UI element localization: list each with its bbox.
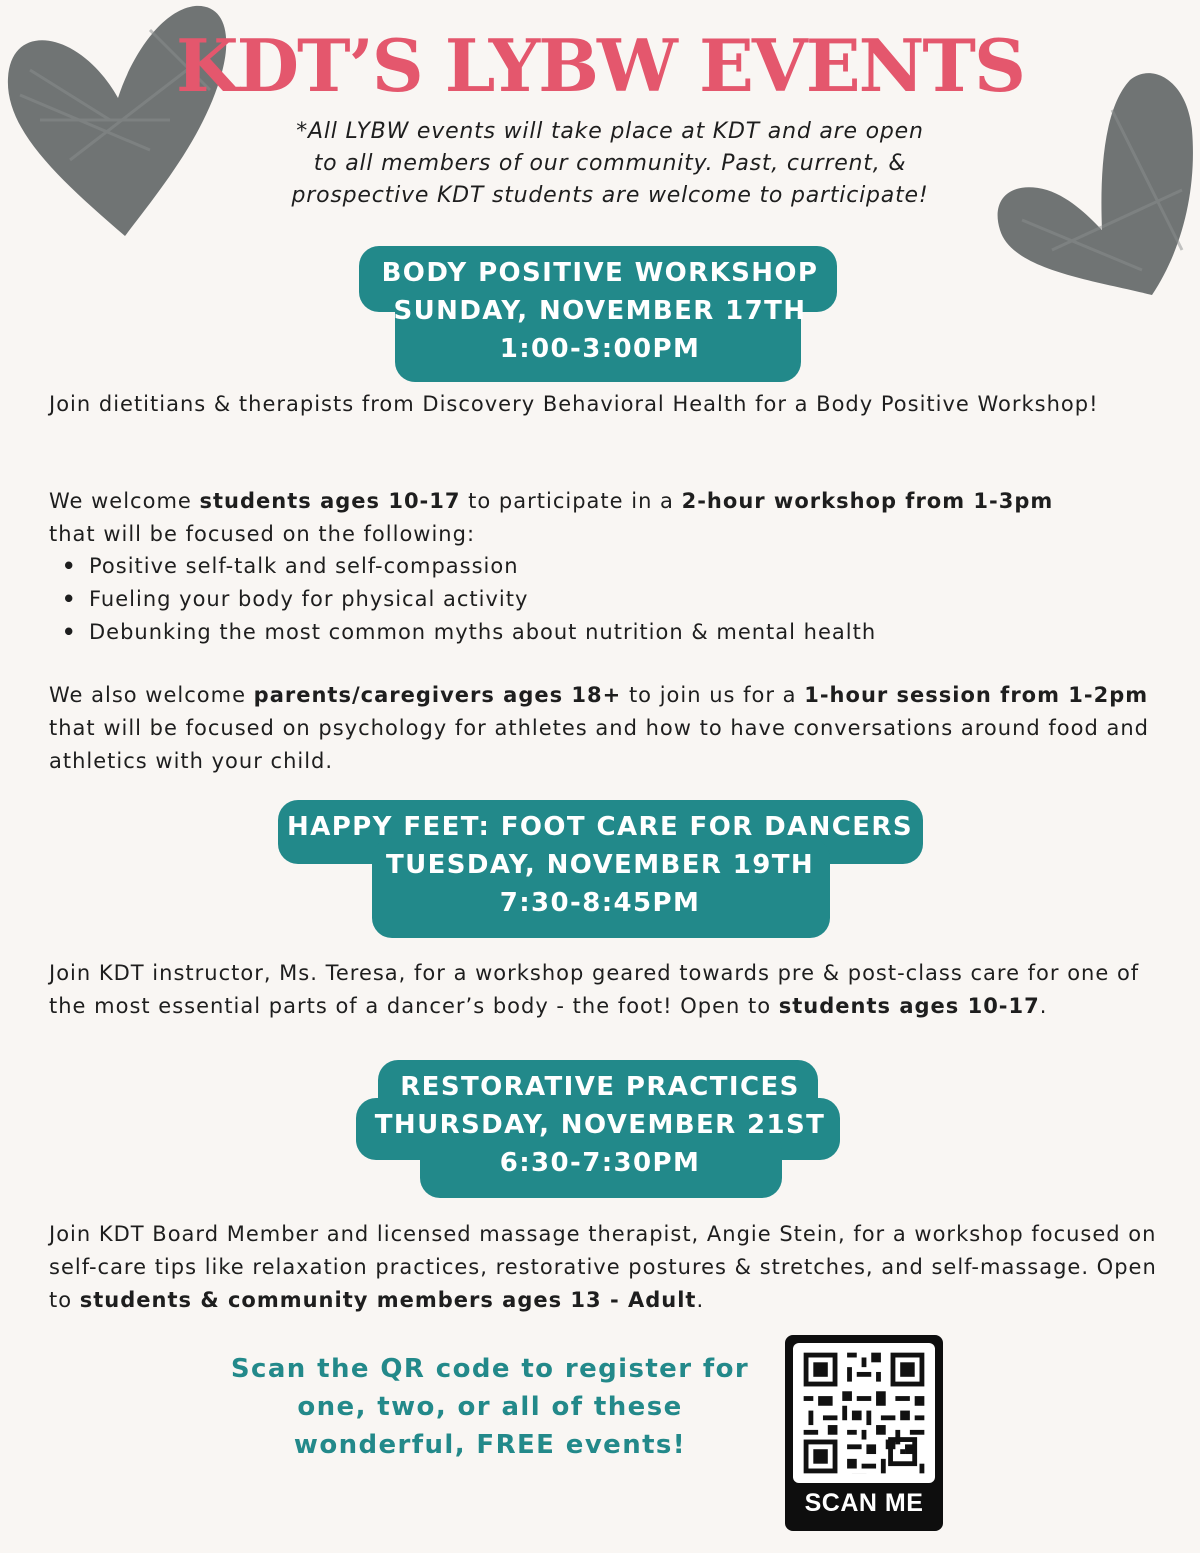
event1-parents: We also welcome parents/caregivers ages 18+ to join us for a 1-hour session from 1-2pm that will be focused on psychology for athletes and how to have conversations around food and athletics with your child. bbox=[49, 683, 1150, 773]
event1-students: We welcome students ages 10-17 to participate in a 2-hour workshop from 1-3pm that will be focused on the following: bbox=[49, 489, 1054, 546]
event3-description: Join KDT Board Member and licensed massage therapist, Angie Stein, for a workshop focused on self-care tips like relaxation practices, restorative postures & stretches, and self-massage. Open to students & community members ages 13 - Adult. bbox=[49, 1222, 1157, 1312]
qr-code-icon bbox=[793, 1343, 935, 1483]
event1-topics-list bbox=[62, 550, 1162, 649]
list-item: • Fueling your body for physical activity bbox=[62, 587, 529, 611]
event-time: 1:00-3:00PM bbox=[499, 334, 701, 364]
intro-text bbox=[230, 116, 990, 212]
event-name: RESTORATIVE PRACTICES bbox=[400, 1072, 800, 1102]
event-time: 7:30-8:45PM bbox=[499, 888, 701, 918]
intro-line-1: *All LYBW events will take place at KDT and are open bbox=[296, 119, 924, 144]
page-title: KDT’S LYBW EVENTS bbox=[176, 23, 1024, 108]
event-date: THURSDAY, NOVEMBER 21ST bbox=[374, 1110, 826, 1140]
event-time: 6:30-7:30PM bbox=[499, 1148, 701, 1178]
event-name: HAPPY FEET: FOOT CARE FOR DANCERS bbox=[287, 812, 913, 842]
qr-code[interactable] bbox=[785, 1335, 943, 1531]
event-badge-happy-feet bbox=[0, 800, 1200, 938]
intro-line-3: prospective KDT students are welcome to participate! bbox=[291, 183, 929, 208]
list-item: • Debunking the most common myths about nutrition & mental health bbox=[62, 620, 877, 644]
event2-description: Join KDT instructor, Ms. Teresa, for a workshop geared towards pre & post-class care for one of the most essential parts of a dancer’s body - the foot! Open to students ages 10-17. bbox=[49, 961, 1140, 1018]
register-call-to-action: Scan the QR code to register for one, two, or all of these wonderful, FREE events! bbox=[230, 1354, 750, 1460]
event-date: SUNDAY, NOVEMBER 17TH bbox=[393, 296, 807, 326]
intro-line-2: to all members of our community. Past, current, & bbox=[313, 151, 907, 176]
scan-me-label: SCAN ME bbox=[804, 1489, 924, 1517]
event-badge-body-positive bbox=[0, 246, 1200, 384]
list-item: • Positive self-talk and self-compassion bbox=[62, 554, 519, 578]
event-date: TUESDAY, NOVEMBER 19TH bbox=[385, 850, 815, 880]
event-name: BODY POSITIVE WORKSHOP bbox=[381, 258, 819, 288]
event-badge-restorative bbox=[0, 1060, 1200, 1198]
event1-intro: Join dietitians & therapists from Discovery Behavioral Health for a Body Positive Workshop! bbox=[49, 392, 1099, 416]
